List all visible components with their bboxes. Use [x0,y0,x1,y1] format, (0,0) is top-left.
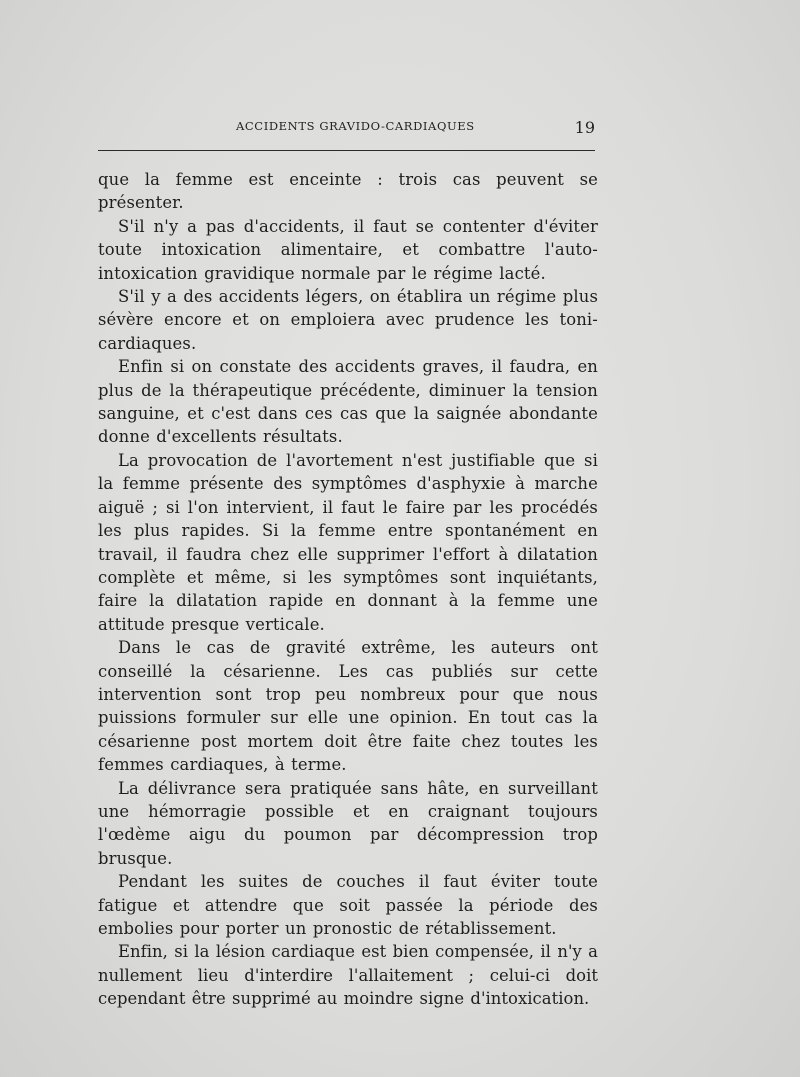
running-title: ACCIDENTS GRAVIDO-CARDIAQUES [236,119,475,133]
running-head [98,119,595,141]
header-rule [98,150,595,151]
paragraph-1: que la femme est enceinte : trois cas peuvent se présenter. [98,170,598,213]
paragraph-8: Pendant les suites de couches il faut éviter toute fatigue et attendre que soit passée la période des embolies pour porter un pronostic de rétablissement. [98,872,598,938]
paragraph-7: La délivrance sera pratiquée sans hâte, en surveillant une hémorragie possible et en craignant toujours l'œdème aigu du poumon par décompression trop brusque. [98,778,598,868]
paragraph-4: Enfin si on constate des accidents graves, il faudra, en plus de la thérapeutique précédente, diminuer la tension sanguine, et c'est dans ces cas que la saignée abondante donne d'excellents résultats. [98,357,598,447]
paragraph-3: S'il y a des accidents légers, on établira un régime plus sévère encore et on emploiera avec prudence les toni-cardiaques. [98,287,598,353]
paragraph-2: S'il n'y a pas d'accidents, il faut se contenter d'éviter toute intoxication alimentaire, et combattre l'auto-intoxication gravidique normale par le régime lacté. [98,216,598,283]
page-number: 19 [574,118,595,137]
body-text [98,168,598,1011]
paragraph-5: La provocation de l'avortement n'est justifiable que si la femme présente des symptômes d'asphyxie à marche aiguë ; si l'on intervient, il faut le faire par les procédés les plus rapides. Si la femme entre spontanément en travail, il faudra chez elle supprimer l'effort à dilatation complète et même, si les symptômes sont inquiétants, faire la dilatation rapide en donnant à la femme une attitude presque verticale. [98,450,598,634]
paragraph-9: Enfin, si la lésion cardiaque est bien compensée, il n'y a nullement lieu d'interdire l'allaitement ; celui-ci doit cependant être supprimé au moindre signe d'intoxication. [98,942,598,1009]
paragraph-6: Dans le cas de gravité extrême, les auteurs ont conseillé la césarienne. Les cas publiés sur cette intervention sont trop peu nombreux pour que nous puissions formuler sur elle une opinion. En tout cas la césarienne post mortem doit être faite chez toutes les femmes cardiaques, à terme. [98,638,598,775]
